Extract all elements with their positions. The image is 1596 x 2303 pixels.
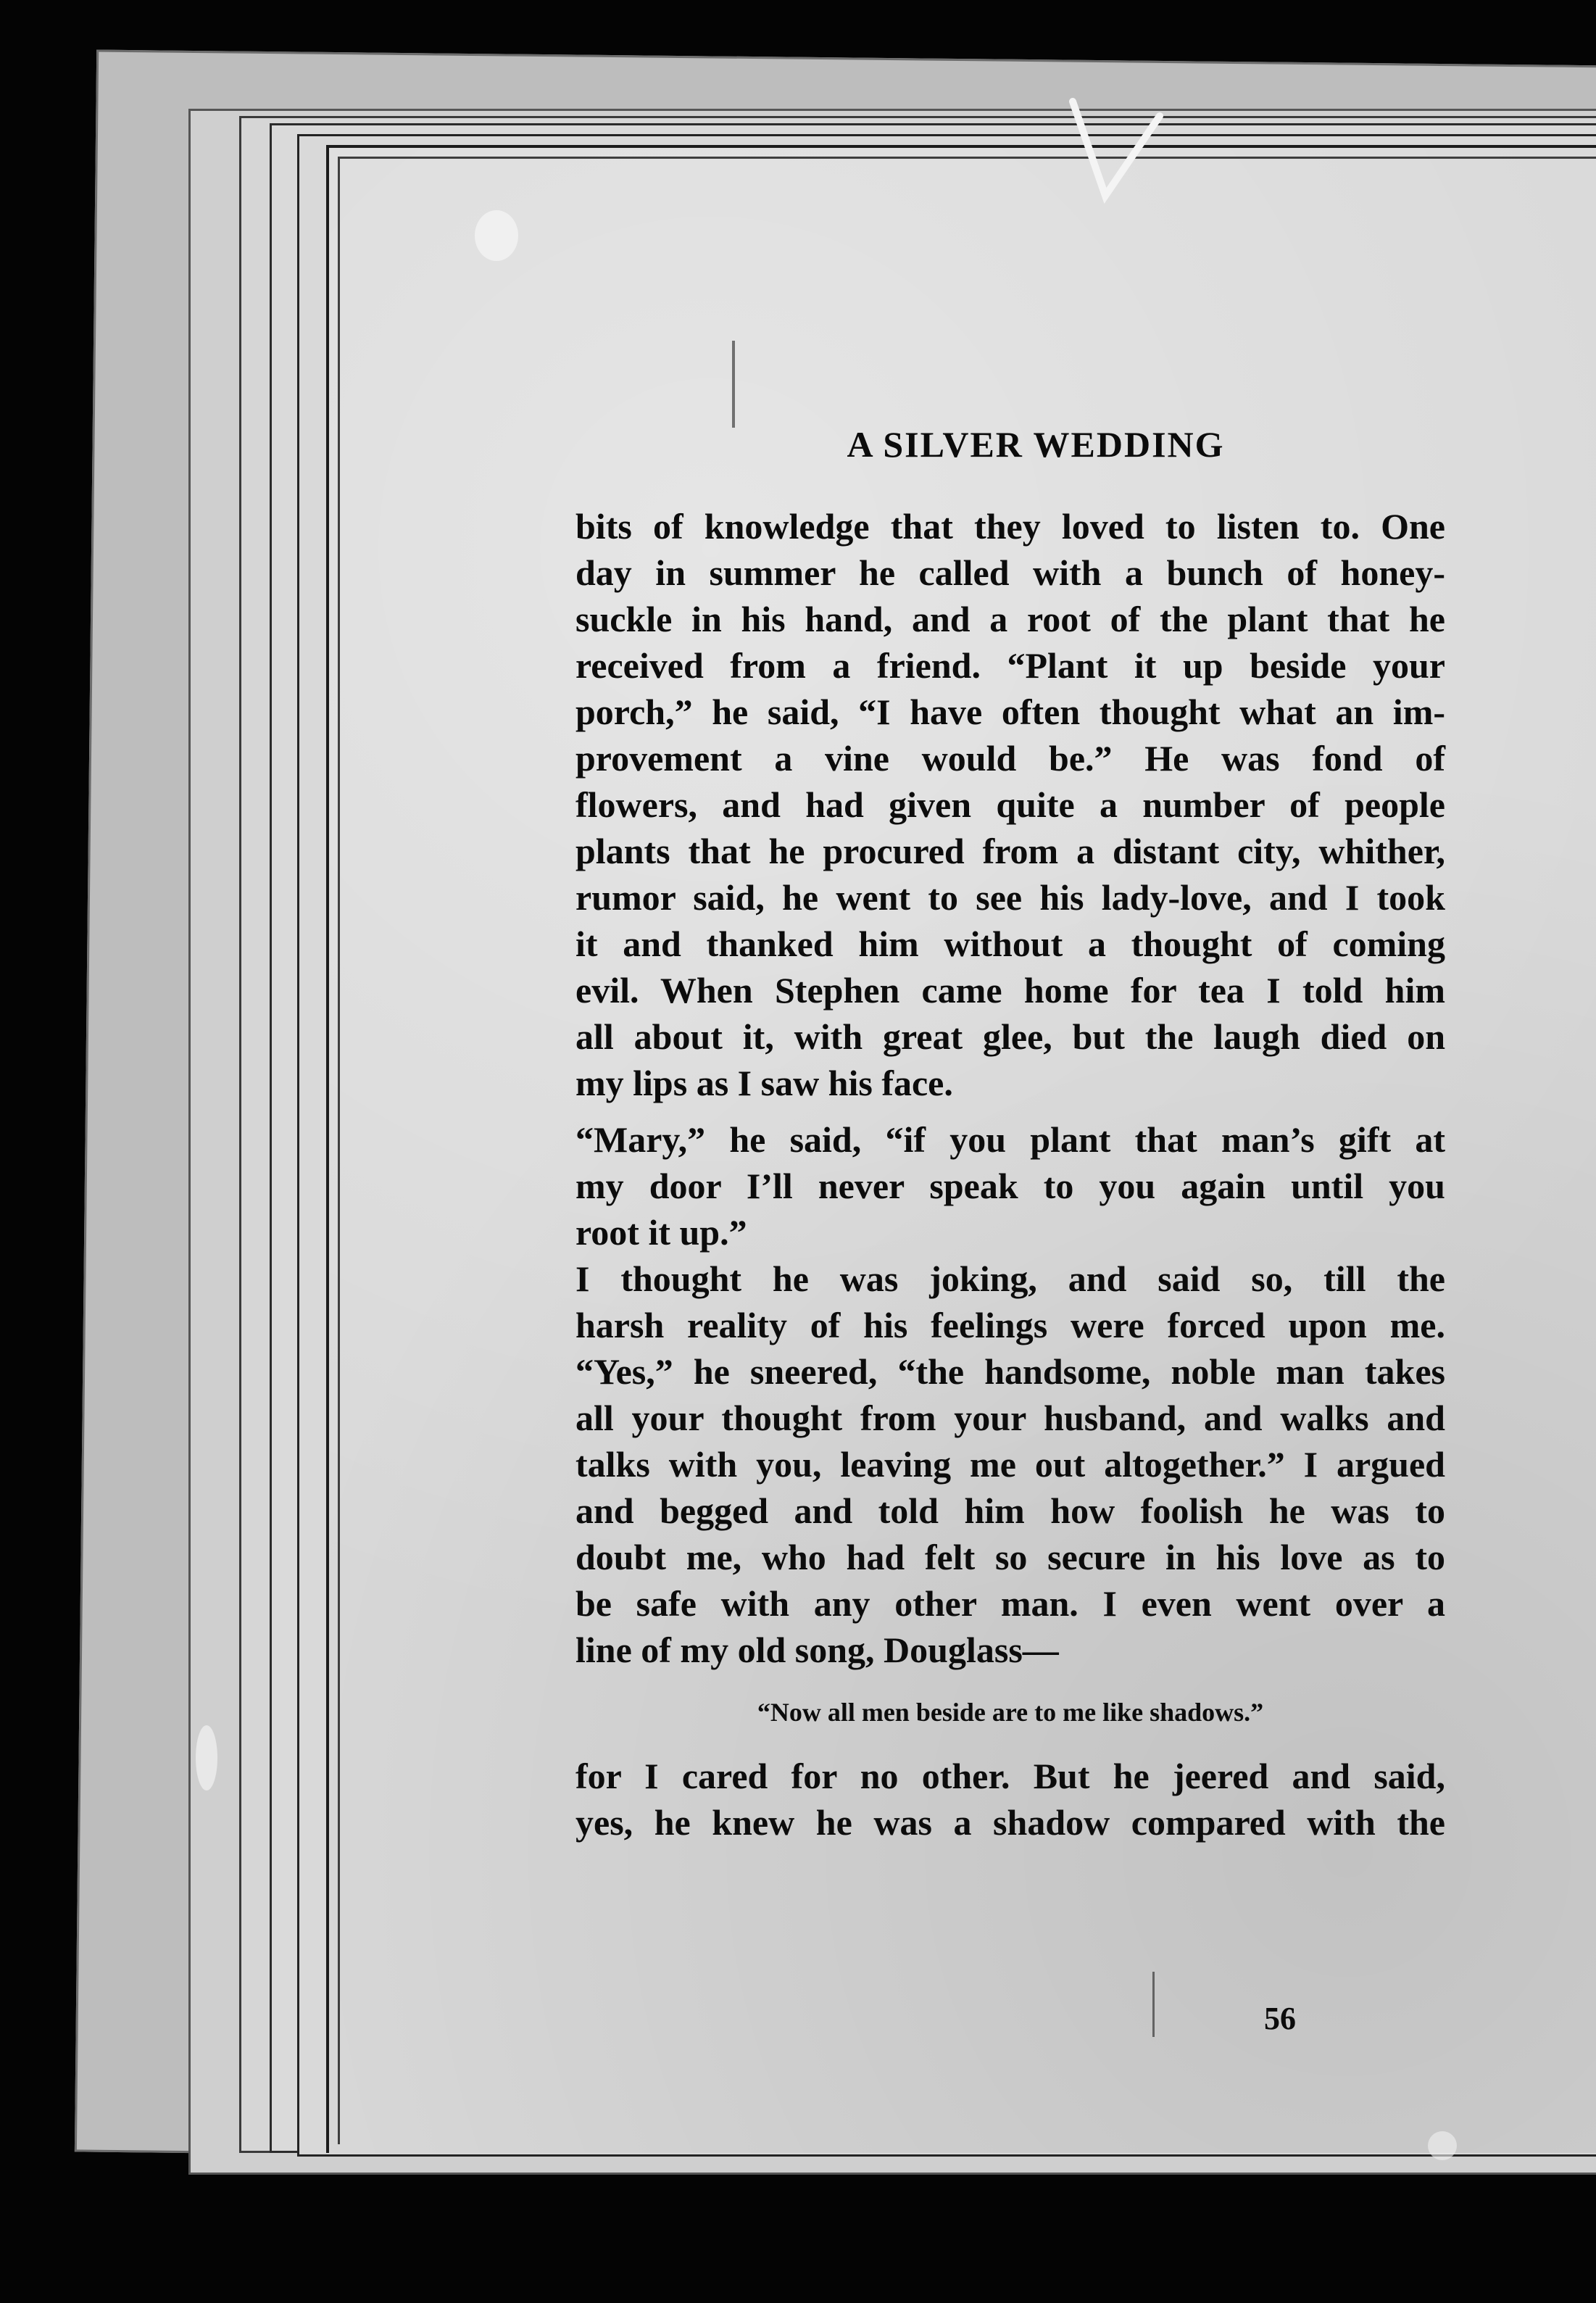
page-number: 56 [1264,2001,1296,2036]
text-line: and begged and told him how foolish he was to [575,1490,1445,1531]
text-line: talks with you, leaving me out altogether.” I argued [575,1444,1445,1485]
text-line: yes, he knew he was a shadow compared with the [575,1802,1445,1843]
book-page [326,145,1596,2153]
text-line: my door I’ll never speak to you again until you [575,1166,1445,1206]
block-quote: “Now all men beside are to me like shadows.” [757,1698,1264,1727]
text-line: it and thanked him without a thought of coming [575,924,1445,964]
running-head: A SILVER WEDDING [847,424,1225,465]
check-mark-icon [1065,94,1167,210]
text-line: flowers, and had given quite a number of people [575,784,1445,825]
text-line: line of my old song, Douglass— [575,1630,1059,1670]
text-line: provement a vine would be.” He was fond of [575,738,1445,779]
text-line: my lips as I saw his face. [575,1063,953,1103]
text-line: plants that he procured from a distant city, whither, [575,831,1445,871]
scan-scratch [732,341,735,428]
paragraph-3 [575,1256,1445,1673]
text-line: doubt me, who had felt so secure in his love as to [575,1537,1445,1577]
text-line: evil. When Stephen came home for tea I told him [575,970,1445,1011]
text-line: received from a friend. “Plant it up beside your [575,645,1445,686]
text-line: “Yes,” he sneered, “the handsome, noble man takes [575,1351,1445,1392]
text-line: bits of knowledge that they loved to listen to. One [575,506,1445,547]
text-line: “Mary,” he said, “if you plant that man’s gift at [575,1119,1445,1160]
body-text [575,503,1445,1846]
scan-speck [1428,2131,1457,2160]
text-line: all about it, with great glee, but the laugh died on [575,1016,1445,1057]
text-line: suckle in his hand, and a root of the plant that he [575,599,1445,639]
text-line: all your thought from your husband, and walks and [575,1398,1445,1438]
text-line: harsh reality of his feelings were forced upon me. [575,1305,1445,1345]
paragraph-4 [575,1753,1445,1846]
text-line: rumor said, he went to see his lady-love, and I took [575,877,1445,918]
scan-scratch [1152,1972,1155,2037]
text-line: day in summer he called with a bunch of honey- [575,552,1445,593]
text-line: I thought he was joking, and said so, till the [575,1258,1445,1299]
text-line: be safe with any other man. I even went over a [575,1583,1445,1624]
scan-speck [475,210,518,261]
paragraph-1 [575,503,1445,1106]
text-line: root it up.” [575,1212,747,1253]
paragraph-2 [575,1116,1445,1256]
scan-speck [196,1725,217,1790]
text-line: for I cared for no other. But he jeered and said, [575,1756,1445,1796]
text-line: porch,” he said, “I have often thought what an im- [575,692,1445,732]
